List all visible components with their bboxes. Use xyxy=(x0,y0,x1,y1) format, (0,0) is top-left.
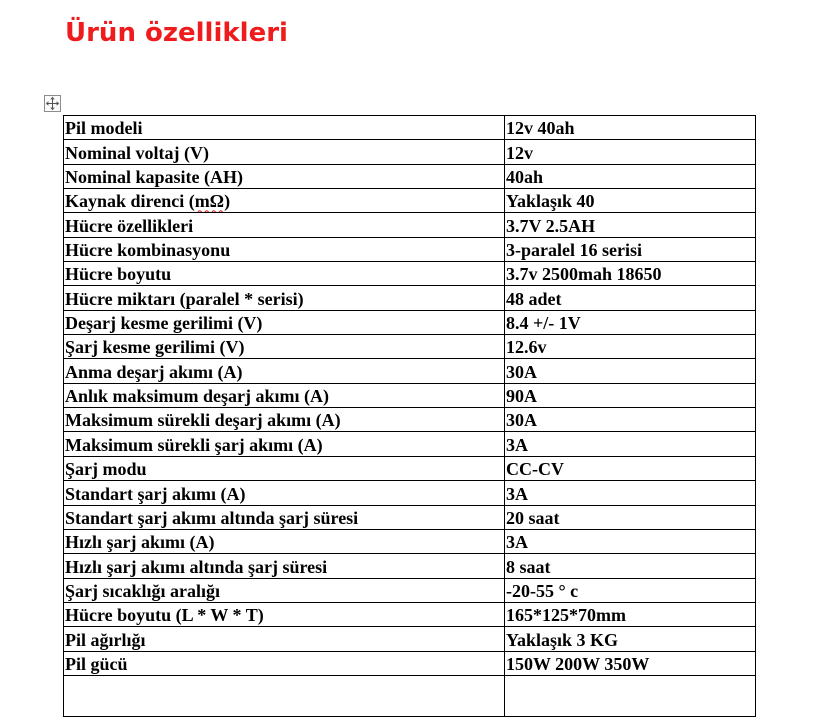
table-row xyxy=(64,481,756,505)
spec-table xyxy=(63,115,756,717)
table-row xyxy=(64,651,756,675)
table-row xyxy=(64,116,756,140)
value-cell[interactable]: 8.4 +/- 1V xyxy=(505,310,756,334)
property-cell[interactable]: Hücre boyutu (L * W * T) xyxy=(64,602,505,626)
property-cell[interactable] xyxy=(64,675,505,716)
property-cell[interactable]: Pil gücü xyxy=(64,651,505,675)
value-cell[interactable]: 12v 40ah xyxy=(505,116,756,140)
property-text-suffix: ) xyxy=(224,191,231,212)
table-row-empty xyxy=(64,675,756,716)
property-cell[interactable]: Nominal voltaj (V) xyxy=(64,140,505,164)
value-cell[interactable]: CC-CV xyxy=(505,456,756,480)
table-row xyxy=(64,578,756,602)
table-move-handle[interactable] xyxy=(44,95,61,112)
property-cell[interactable]: Maksimum sürekli deşarj akımı (A) xyxy=(64,408,505,432)
value-cell[interactable]: Yaklaşık 40 xyxy=(505,189,756,213)
table-row xyxy=(64,602,756,626)
table-row xyxy=(64,627,756,651)
value-cell[interactable]: 3-paralel 16 serisi xyxy=(505,237,756,261)
table-row xyxy=(64,432,756,456)
value-cell[interactable]: 90A xyxy=(505,383,756,407)
property-cell[interactable]: Anlık maksimum deşarj akımı (A) xyxy=(64,383,505,407)
property-cell[interactable]: Şarj kesme gerilimi (V) xyxy=(64,335,505,359)
table-row xyxy=(64,262,756,286)
value-cell[interactable]: 20 saat xyxy=(505,505,756,529)
property-cell[interactable]: Nominal kapasite (AH) xyxy=(64,164,505,188)
table-row xyxy=(64,408,756,432)
value-cell[interactable]: 8 saat xyxy=(505,554,756,578)
table-row xyxy=(64,213,756,237)
value-cell[interactable]: 3A xyxy=(505,481,756,505)
table-row xyxy=(64,189,756,213)
table-row xyxy=(64,505,756,529)
table-row xyxy=(64,164,756,188)
value-cell[interactable]: 40ah xyxy=(505,164,756,188)
move-arrows-icon xyxy=(45,96,60,111)
value-cell[interactable] xyxy=(505,675,756,716)
property-cell[interactable]: Anma deşarj akımı (A) xyxy=(64,359,505,383)
value-cell[interactable]: 48 adet xyxy=(505,286,756,310)
property-cell[interactable]: Hızlı şarj akımı (A) xyxy=(64,529,505,553)
table-row xyxy=(64,383,756,407)
table-row xyxy=(64,554,756,578)
property-cell[interactable]: Maksimum sürekli şarj akımı (A) xyxy=(64,432,505,456)
table-row xyxy=(64,237,756,261)
property-cell[interactable]: Deşarj kesme gerilimi (V) xyxy=(64,310,505,334)
value-cell[interactable]: 30A xyxy=(505,359,756,383)
value-cell[interactable]: Yaklaşık 3 KG xyxy=(505,627,756,651)
value-cell[interactable]: 3.7V 2.5AH xyxy=(505,213,756,237)
value-cell[interactable]: 3A xyxy=(505,432,756,456)
property-cell[interactable]: Pil modeli xyxy=(64,116,505,140)
spellcheck-flagged-text: mΩ xyxy=(194,191,225,212)
value-cell[interactable]: 150W 200W 350W xyxy=(505,651,756,675)
property-cell[interactable]: Hücre miktarı (paralel * serisi) xyxy=(64,286,505,310)
table-row xyxy=(64,286,756,310)
table-row xyxy=(64,335,756,359)
table-row xyxy=(64,359,756,383)
table-row xyxy=(64,529,756,553)
property-cell[interactable]: Standart şarj akımı altında şarj süresi xyxy=(64,505,505,529)
property-cell[interactable]: Şarj sıcaklığı aralığı xyxy=(64,578,505,602)
property-cell[interactable] xyxy=(64,189,505,213)
property-cell[interactable]: Standart şarj akımı (A) xyxy=(64,481,505,505)
value-cell[interactable]: 3.7v 2500mah 18650 xyxy=(505,262,756,286)
value-cell[interactable]: 3A xyxy=(505,529,756,553)
value-cell[interactable]: -20-55 ° c xyxy=(505,578,756,602)
table-row xyxy=(64,140,756,164)
property-cell[interactable]: Hızlı şarj akımı altında şarj süresi xyxy=(64,554,505,578)
property-cell[interactable]: Hücre özellikleri xyxy=(64,213,505,237)
property-cell[interactable]: Hücre boyutu xyxy=(64,262,505,286)
property-cell[interactable]: Pil ağırlığı xyxy=(64,627,505,651)
property-cell[interactable]: Şarj modu xyxy=(64,456,505,480)
property-text-prefix: Kaynak direnci ( xyxy=(65,191,195,212)
table-row xyxy=(64,456,756,480)
value-cell[interactable]: 12v xyxy=(505,140,756,164)
value-cell[interactable]: 165*125*70mm xyxy=(505,602,756,626)
value-cell[interactable]: 12.6v xyxy=(505,335,756,359)
property-cell[interactable]: Hücre kombinasyonu xyxy=(64,237,505,261)
table-row xyxy=(64,310,756,334)
value-cell[interactable]: 30A xyxy=(505,408,756,432)
page-title: Ürün özellikleri xyxy=(65,18,288,48)
